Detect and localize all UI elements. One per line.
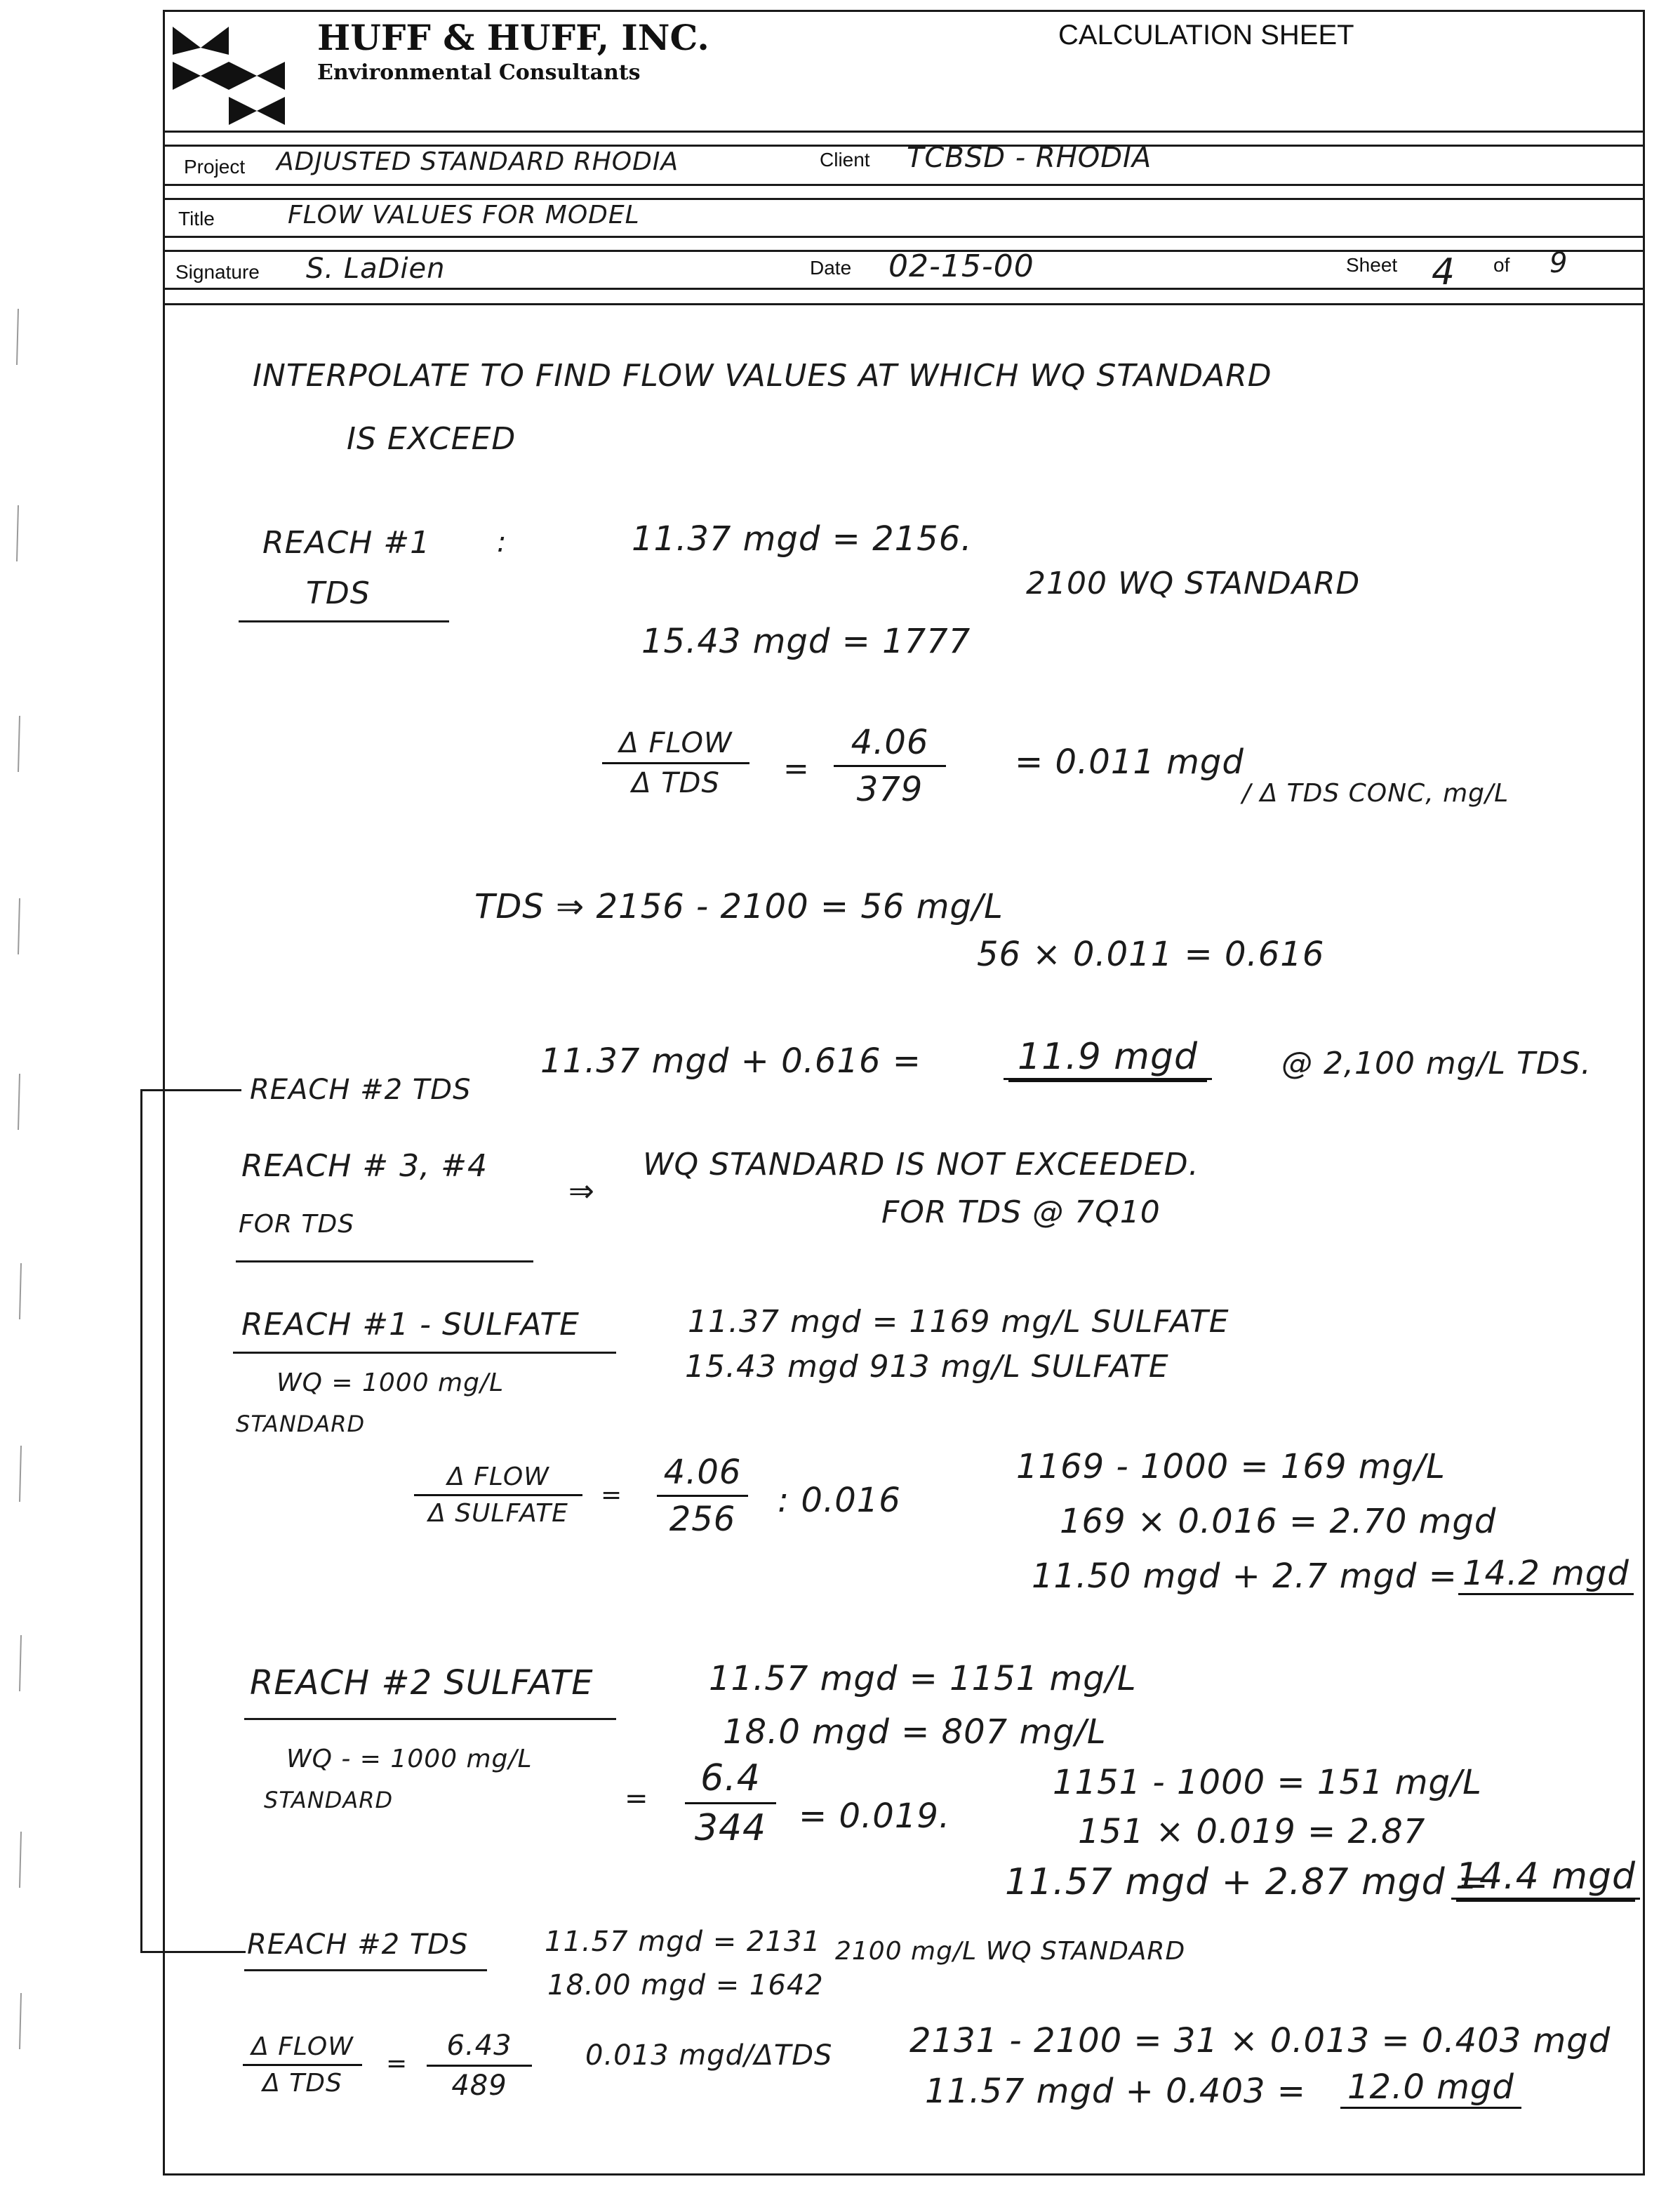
- delta-flow-over-delta-tds: Δ FLOW Δ TDS: [243, 2032, 362, 2098]
- reach1-tds-heading: REACH #1: [262, 525, 431, 561]
- equals-sign: =: [386, 2049, 408, 2078]
- reach1-sulfate-heading: REACH #1 - SULFATE: [241, 1307, 580, 1342]
- client-value: TCBSD - RHODIA: [907, 142, 1152, 174]
- reach1-tds-row-1: 11.37 mgd = 2156.: [632, 519, 973, 559]
- reach2-tds-ratio: 0.013 mgd/ΔTDS: [585, 2039, 833, 2072]
- reach34-text-1: WQ STANDARD IS NOT EXCEEDED.: [643, 1147, 1199, 1182]
- divider: [163, 288, 1645, 290]
- colon: :: [497, 526, 507, 559]
- divider: [163, 236, 1645, 238]
- connector-top: [140, 1089, 241, 1091]
- underline: [244, 1969, 487, 1971]
- project-label: Project: [184, 156, 246, 178]
- divider: [163, 131, 1645, 133]
- reach1-sulfate-ratio: : 0.016: [778, 1481, 901, 1520]
- reach2-tds-standard: 2100 mg/L WQ STANDARD: [835, 1937, 1186, 1966]
- reach1-sulfate-row-2: 15.43 mgd 913 mg/L SULFATE: [685, 1349, 1169, 1385]
- reach2-tds-row-1: 11.57 mgd = 2131: [545, 1926, 821, 1958]
- reach2-sulfate-row-2: 18.0 mgd = 807 mg/L: [723, 1712, 1107, 1752]
- reach1-tds-subheading: TDS: [306, 575, 371, 611]
- divider: [163, 184, 1645, 186]
- fraction-6-43-over-489: 6.43 489: [427, 2030, 532, 2102]
- title-value: FLOW VALUES FOR MODEL: [288, 201, 640, 229]
- reach1-sulfate-wq: WQ = 1000 mg/L: [276, 1368, 505, 1397]
- company-logo: [173, 27, 299, 125]
- tds-difference: TDS ⇒ 2156 - 2100 = 56 mg/L: [474, 887, 1004, 926]
- underline: [233, 1352, 616, 1354]
- equals-sign: =: [601, 1481, 623, 1510]
- reach2-sulfate-standard: STANDARD: [264, 1787, 394, 1813]
- reach2-tds-row-2: 18.00 mgd = 1642: [547, 1969, 824, 2001]
- project-value: ADJUSTED STANDARD RHODIA: [276, 147, 679, 176]
- divider: [163, 198, 1645, 200]
- arrow-icon: ⇒: [568, 1173, 595, 1209]
- connector-bottom: [140, 1951, 246, 1953]
- of-label: of: [1493, 254, 1510, 276]
- reach1-tds-row-2: 15.43 mgd = 1777: [641, 622, 971, 661]
- date-label: Date: [810, 257, 852, 279]
- reach2-sulfate-row-1: 11.57 mgd = 1151 mg/L: [709, 1659, 1137, 1698]
- reach2-sulfate-ratio: = 0.019.: [799, 1797, 951, 1836]
- underline: [239, 620, 449, 622]
- title-label: Title: [178, 208, 215, 229]
- reach1-sulfate-calc-3: 11.50 mgd + 2.7 mgd =: [1032, 1557, 1458, 1596]
- reach1-tds-standard: 2100 WQ STANDARD: [1026, 566, 1361, 601]
- reach1-sulfate-calc-1: 1169 - 1000 = 169 mg/L: [1016, 1447, 1446, 1486]
- delta-flow-over-delta-tds: Δ FLOW Δ TDS: [602, 727, 749, 799]
- connector-vertical: [140, 1089, 142, 1951]
- company-name: HUFF & HUFF, INC.: [317, 17, 709, 58]
- reach2-tds-calc-2: 11.57 mgd + 0.403 =: [925, 2072, 1306, 2111]
- reach2-tds-heading: REACH #2 TDS: [247, 1928, 469, 1961]
- intro-line-1: INTERPOLATE TO FIND FLOW VALUES AT WHICH WQ STANDARD: [253, 358, 1272, 394]
- reach1-sulfate-row-1: 11.37 mgd = 1169 mg/L SULFATE: [688, 1304, 1229, 1340]
- reach34-text-2: FOR TDS @ 7Q10: [881, 1194, 1161, 1230]
- equals-sign: =: [783, 751, 810, 787]
- reach1-tds-answer: 11.9 mgd: [1004, 1036, 1212, 1080]
- reach1-sulfate-calc-2: 169 × 0.016 = 2.70 mgd: [1060, 1502, 1497, 1541]
- underline: [244, 1718, 616, 1720]
- reach2-sulfate-answer: 14.4 mgd: [1451, 1855, 1640, 1900]
- fraction-6-4-over-344: 6.4 344: [685, 1757, 776, 1849]
- intro-line-2: IS EXCEED: [347, 421, 516, 457]
- sheet-label: Sheet: [1346, 254, 1398, 276]
- delta-flow-over-delta-sulfate: Δ FLOW Δ SULFATE: [414, 1463, 582, 1528]
- reach34-subheading: FOR TDS: [239, 1210, 355, 1239]
- underline: [236, 1260, 533, 1262]
- fraction-4-06-over-379: 4.06 379: [834, 723, 946, 809]
- reach1-tds-sum: 11.37 mgd + 0.616 =: [540, 1041, 921, 1081]
- binding-marks: [0, 0, 42, 2212]
- reach2-tds-calc-1: 2131 - 2100 = 31 × 0.013 = 0.403 mgd: [909, 2021, 1611, 2060]
- reach2-sulfate-heading: REACH #2 SULFATE: [250, 1663, 594, 1703]
- reach2-sulfate-calc-3: 11.57 mgd + 2.87 mgd =: [1005, 1861, 1489, 1903]
- divider: [163, 303, 1645, 305]
- reach34-heading: REACH # 3, #4: [241, 1148, 488, 1184]
- equals-sign: =: [625, 1783, 649, 1815]
- fraction-4-06-over-256: 4.06 256: [657, 1453, 748, 1539]
- tds-multiplication: 56 × 0.011 = 0.616: [977, 935, 1325, 974]
- sheet-type: CALCULATION SHEET: [1058, 20, 1354, 51]
- reach1-sulfate-standard: STANDARD: [236, 1411, 366, 1437]
- signature-label: Signature: [175, 261, 260, 283]
- reach1-tds-result: = 0.011 mgd: [1015, 742, 1244, 782]
- date-value: 02-15-00: [888, 248, 1034, 284]
- divider: [163, 145, 1645, 147]
- sheet-value: 4: [1432, 251, 1456, 293]
- reach2-sulfate-calc-1: 1151 - 1000 = 151 mg/L: [1053, 1763, 1482, 1802]
- reach2-tds-answer: 12.0 mgd: [1340, 2067, 1521, 2109]
- of-value: 9: [1549, 247, 1568, 279]
- reach1-tds-condition: @ 2,100 mg/L TDS.: [1281, 1046, 1592, 1081]
- reach2-sulfate-calc-2: 151 × 0.019 = 2.87: [1078, 1812, 1426, 1851]
- client-label: Client: [820, 149, 870, 171]
- reach1-tds-result-unit: / Δ TDS CONC, mg/L: [1242, 779, 1509, 808]
- reach2-tds-reference: REACH #2 TDS: [250, 1074, 472, 1106]
- reach1-sulfate-answer: 14.2 mgd: [1458, 1554, 1634, 1595]
- reach2-sulfate-wq: WQ - = 1000 mg/L: [286, 1745, 533, 1773]
- signature-value: S. LaDien: [306, 253, 446, 285]
- company-subtitle: Environmental Consultants: [317, 60, 641, 85]
